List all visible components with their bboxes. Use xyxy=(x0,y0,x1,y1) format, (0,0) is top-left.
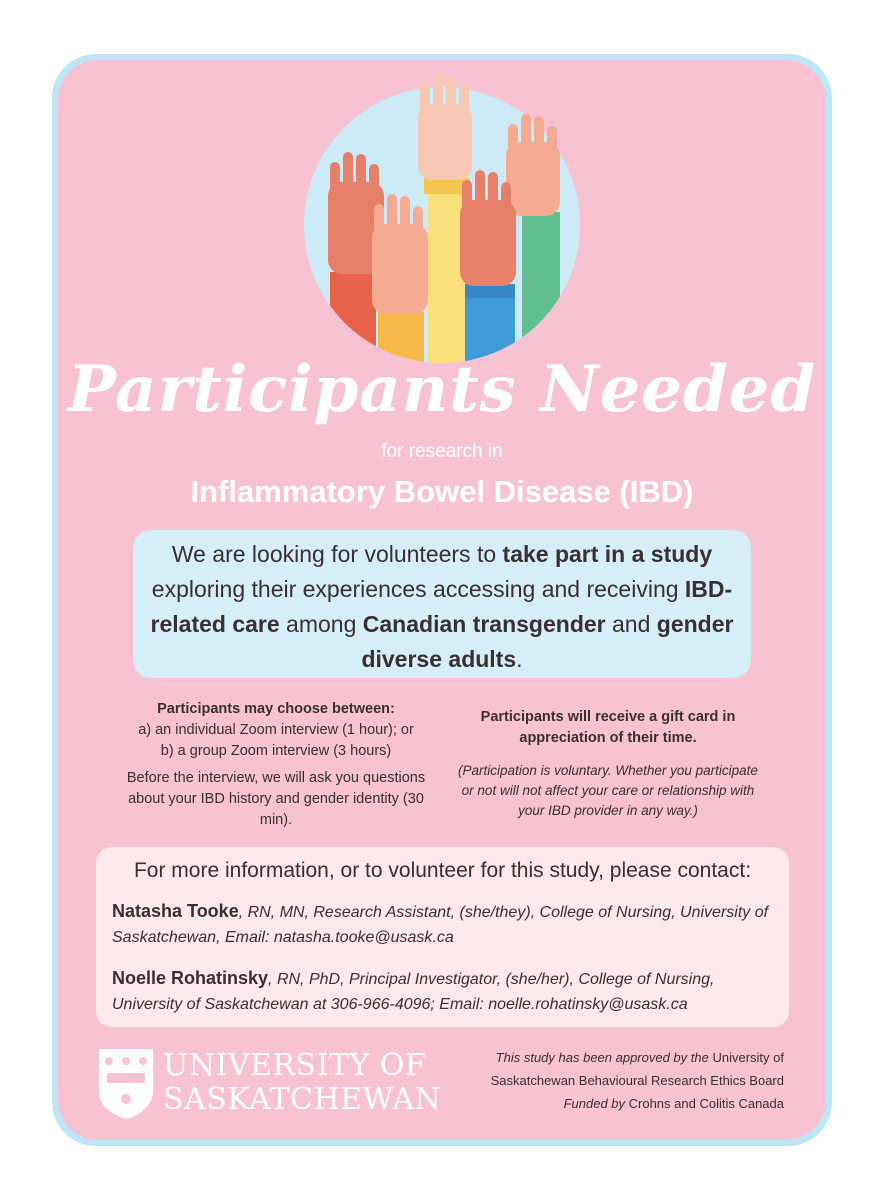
intro-emphasis: gender diverse adults xyxy=(361,611,734,672)
approval-line xyxy=(440,1046,784,1092)
intro-emphasis: take part in a study xyxy=(502,541,713,567)
contact-person xyxy=(112,966,773,1017)
funded-prefix: Funded by xyxy=(563,1096,629,1111)
contact-name: Natasha Tooke xyxy=(112,901,239,921)
option-b: b) a group Zoom interview (3 hours) xyxy=(160,743,392,759)
intro-emphasis: IBD-related care xyxy=(150,576,733,637)
poster-title: Participants Needed xyxy=(67,352,817,427)
intro-emphasis: Canadian transgender xyxy=(362,611,606,637)
contact-details: , RN, MN, Research Assistant, (she/they), College of Nursing, University of Saskatchewan, Email: natasha.tooke@usask.ca xyxy=(112,904,769,946)
contact-box xyxy=(96,847,789,1027)
study-topic-heading: Inflammatory Bowel Disease (IBD) xyxy=(190,474,694,509)
raised-hands-illustration xyxy=(300,72,584,372)
ethics-approval xyxy=(440,1046,784,1115)
contact-details: , RN, PhD, Principal Investigator, (she/her), College of Nursing, University of Saskatchewan at 306-966-4096; Email: noelle.rohatinsky@usask.ca xyxy=(112,971,715,1013)
option-a: a) an individual Zoom interview (1 hour); or xyxy=(138,722,414,738)
funding-line xyxy=(440,1092,784,1115)
voluntary-note: (Participation is voluntary. Whether you participate or not will not affect your care or relationship with your IBD provider in any way.) xyxy=(458,763,758,818)
ethics-board: University of Saskatchewan Behavioural Research Ethics Board xyxy=(490,1050,784,1088)
crest-icon xyxy=(97,1047,155,1121)
intro-text: We are looking for volunteers to xyxy=(171,541,503,567)
university-wordmark xyxy=(163,1049,441,1117)
pre-interview-note: Before the interview, we will ask you questions about your IBD history and gender identity (30 min). xyxy=(126,770,426,828)
intro-text: exploring their experiences accessing and receiving xyxy=(151,576,685,602)
intro-text: and xyxy=(605,611,657,637)
options-heading: Participants may choose between: xyxy=(157,701,395,717)
university-logo xyxy=(97,1047,442,1121)
interview-options xyxy=(116,699,436,831)
intro-text: . xyxy=(516,646,523,672)
gift-card-text: Participants will receive a gift card in appreciation of their time. xyxy=(480,709,736,746)
wordmark-line-1: UNIVERSITY OF xyxy=(163,1048,427,1083)
contact-person xyxy=(112,899,773,950)
contact-lead: For more information, or to volunteer for this study, please contact: xyxy=(133,859,752,882)
study-description-box xyxy=(133,530,751,678)
compensation-info xyxy=(452,707,764,821)
wordmark-line-2: SASKATCHEWAN xyxy=(163,1082,442,1117)
poster-subtitle: for research in xyxy=(381,441,503,462)
contact-name: Noelle Rohatinsky xyxy=(112,968,269,988)
intro-text: among xyxy=(279,611,363,637)
funder-name: Crohns and Colitis Canada xyxy=(628,1096,784,1111)
approval-prefix: This study has been approved by the xyxy=(495,1050,713,1065)
